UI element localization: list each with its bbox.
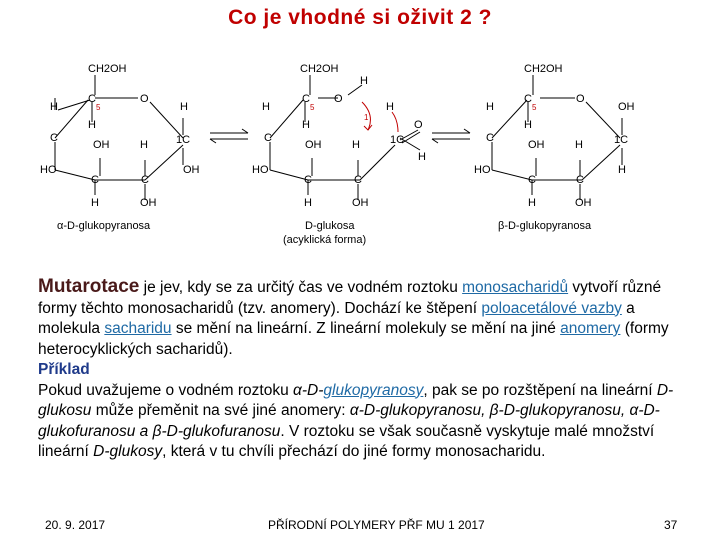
priklad-heading: Příklad (38, 361, 90, 378)
acyclic-glucose-labels (252, 63, 426, 209)
label-ho: HO (474, 164, 491, 176)
label-oh: OH (575, 197, 592, 209)
label-h: H (486, 101, 494, 113)
text-span: vytvoří různé formy těchto monosacharidů (tzv. anomery). Dochází ke štěpení (38, 279, 662, 317)
label-o: O (140, 93, 149, 105)
label-one: 1 (364, 113, 369, 122)
label-oh: OH (352, 197, 369, 209)
beta-glucopyranose-structure (492, 75, 622, 200)
alpha-glucopyranose-structure (55, 75, 183, 200)
label-h: H (360, 75, 368, 87)
label-c: C (576, 174, 584, 186)
alpha-glucopyranose-labels (40, 63, 200, 209)
label-ch2oh: CH2OH (88, 63, 127, 75)
label-c: C (524, 93, 532, 105)
text-span: . V roztoku se však současně vyskytuje malé množství lineární (38, 422, 655, 460)
mutarotation-paragraph (38, 277, 692, 360)
text-span: se mění na lineární. Z lineární molekuly se mění na jiné (171, 320, 561, 337)
label-oh: OH (528, 139, 545, 151)
link-anomery[interactable]: anomery (560, 320, 621, 337)
text-italic: α-D-glukopyranosu, β-D-glukopyranosu, α-D-glukofuranosu a β-D-glukofuranosu (38, 402, 660, 440)
acyclic-caption: D-glukosa (305, 220, 355, 232)
link-monosacharidu[interactable]: monosacharidů (462, 279, 569, 296)
text-span: , pak se po rozštěpení na lineární (423, 381, 657, 399)
label-c: C (486, 132, 494, 144)
text-span: a molekula (38, 299, 635, 337)
label-c5: 5 (96, 103, 101, 112)
label-c: C (141, 174, 149, 186)
label-oh: OH (140, 197, 157, 209)
label-h: H (524, 119, 532, 131)
label-h: H (352, 139, 360, 151)
label-ho: HO (40, 164, 57, 176)
example-paragraph (38, 381, 692, 463)
acyclic-caption-2: (acyklická forma) (283, 234, 367, 246)
text-span: Pokud uvažujeme o vodném roztoku (38, 381, 294, 399)
equilibrium-arrow-left (210, 129, 248, 143)
footer-page-number: 37 (664, 518, 678, 532)
label-c: C (528, 174, 536, 186)
label-ho: HO (252, 164, 269, 176)
label-oh: OH (618, 101, 635, 113)
label-oh: OH (305, 139, 322, 151)
label-c: C (88, 93, 96, 105)
label-h: H (386, 101, 394, 113)
link-glukopyranosy[interactable]: glukopyranosy (323, 381, 424, 399)
label-c: C (91, 174, 99, 186)
label-oh: OH (183, 164, 200, 176)
text-span: , která v tu chvíli přechází do jiné formy monosacharidu. (162, 443, 546, 460)
label-o: O (334, 93, 343, 105)
text-italic: α-D- (293, 381, 324, 399)
footer-center: PŘÍRODNÍ POLYMERY PŘF MU 1 2017 (268, 518, 485, 532)
text-span: je jev, kdy se za určitý čas ve vodném roztoku (139, 279, 463, 296)
mutarotace-heading: Mutarotace (38, 276, 140, 297)
explanation-text (38, 277, 692, 463)
label-c1: 1C (176, 134, 191, 146)
label-c: C (264, 132, 272, 144)
beta-caption: β-D-glukopyranosa (498, 220, 592, 232)
priklad-heading-line (38, 360, 692, 381)
footer-date: 20. 9. 2017 (45, 518, 106, 532)
label-c: C (50, 132, 58, 144)
label-h: H (50, 101, 58, 113)
text-italic: D-glukosy (93, 443, 163, 460)
label-h: H (575, 139, 583, 151)
label-c1: 1C (390, 134, 405, 146)
label-o: O (576, 93, 585, 105)
label-o: O (414, 119, 423, 131)
text-span: (formy heterocyklických sacharidů). (38, 320, 669, 358)
label-ch2oh: CH2OH (300, 63, 339, 75)
text-italic: D-glukosu (38, 381, 674, 419)
label-h: H (528, 197, 536, 209)
label-h: H (140, 139, 148, 151)
label-h: H (262, 101, 270, 113)
page-title: Co je vhodné si oživit 2 ? (228, 6, 492, 29)
equilibrium-arrow-right (432, 129, 470, 143)
label-oh: OH (93, 139, 110, 151)
label-ch2oh: CH2OH (524, 63, 563, 75)
label-h: H (91, 197, 99, 209)
text-span: může přeměnit na své jiné anomery: (91, 402, 350, 419)
label-h: H (304, 197, 312, 209)
mutarotation-diagram (0, 40, 720, 255)
link-poloacetalove-vazby[interactable]: poloacetálové vazby (481, 299, 622, 317)
label-h: H (418, 151, 426, 163)
label-c: C (354, 174, 362, 186)
label-c5: 5 (532, 103, 537, 112)
label-h: H (180, 101, 188, 113)
link-sacharidu[interactable]: sacharidu (104, 320, 172, 337)
beta-glucopyranose-labels (474, 63, 635, 209)
label-c5: 5 (310, 103, 315, 112)
alpha-caption: α-D-glukopyranosa (57, 220, 151, 232)
label-h: H (302, 119, 310, 131)
label-h: H (88, 119, 96, 131)
label-c: C (302, 93, 310, 105)
label-h: H (618, 164, 626, 176)
label-c1: 1C (614, 134, 629, 146)
label-c: C (304, 174, 312, 186)
